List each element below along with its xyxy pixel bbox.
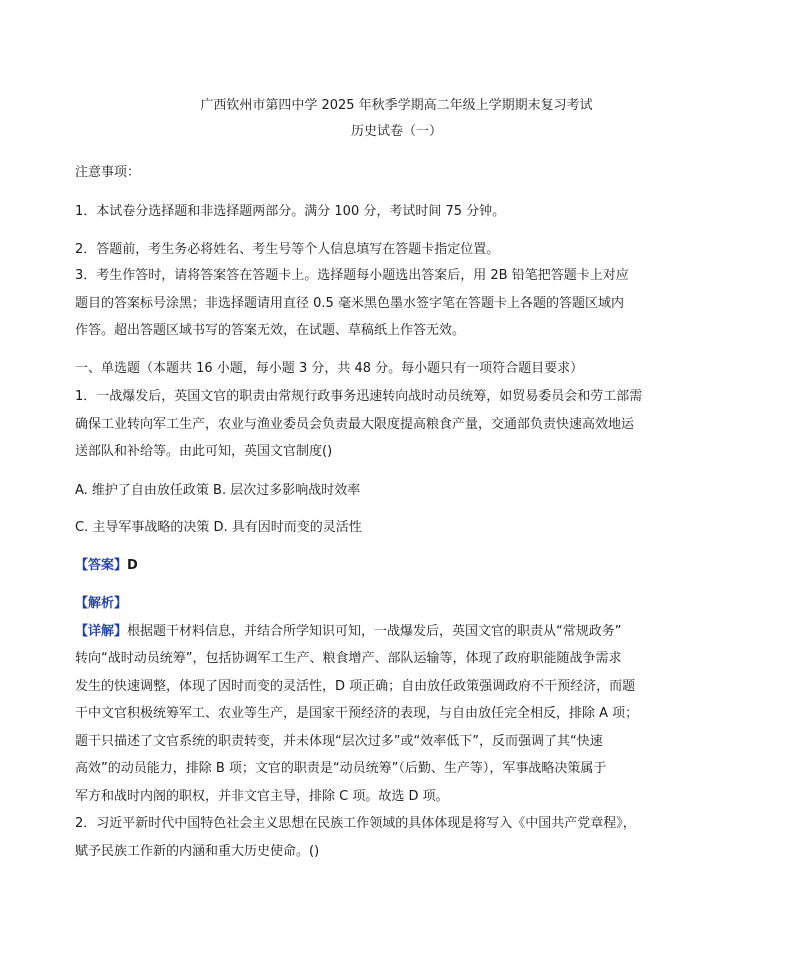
question-1-options-ab: A. 维护了自由放任政策 B. 层次过多影响战时效率 bbox=[75, 483, 361, 498]
question-2-line-2: 赋予民族工作新的内涵和重大历史使命。() bbox=[75, 844, 320, 859]
question-1-line-1: 1．一战爆发后，英国文官的职责由常规行政事务迅速转向战时动员统筹，如贸易委员会和劳工部需 bbox=[75, 389, 643, 404]
answer-row bbox=[75, 558, 138, 574]
analysis-label: 【解析】 bbox=[75, 596, 128, 611]
notice-item-3-line-2: 题目的答案标号涂黑；非选择题请用直径 0.5 毫米黑色墨水签字笔在答题卡上各题的答题区域内 bbox=[75, 296, 624, 311]
question-2-line-1: 2．习近平新时代中国特色社会主义思想在民族工作领域的具体体现是将写入《中国共产党章程》， bbox=[75, 816, 636, 831]
notice-heading: 注意事项： bbox=[75, 165, 141, 180]
answer-label: 【答案】 bbox=[75, 558, 128, 573]
detail-line-1 bbox=[75, 624, 622, 640]
detail-line-5: 题干只描述了文官系统的职责转变，并未体现“层次过多”或“效率低下”，反而强调了其“快速 bbox=[75, 734, 603, 749]
question-1-options-cd: C. 主导军事战略的决策 D. 具有因时而变的灵活性 bbox=[75, 520, 362, 535]
notice-item-3-line-1: 3．考生作答时，请将答案答在答题卡上。选择题每小题选出答案后，用 2B 铅笔把答题卡上对应 bbox=[75, 268, 629, 283]
detail-line-4: 干中文官积极统筹军工、农业等生产，是国家干预经济的表现，与自由放任完全相反，排除 A 项； bbox=[75, 706, 639, 721]
exam-subtitle: 历史试卷（一） bbox=[350, 124, 442, 139]
section-heading: 一、单选题（本题共 16 小题，每小题 3 分，共 48 分。每小题只有一项符合题目要求） bbox=[75, 361, 584, 376]
detail-line-2: 转向“战时动员统筹”，包括协调军工生产、粮食增产、部队运输等，体现了政府职能随战争需求 bbox=[75, 651, 622, 666]
question-1-line-3: 送部队和补给等。由此可知，英国文官制度() bbox=[75, 444, 333, 459]
question-1-line-2: 确保工业转向军工生产，农业与渔业委员会负责最大限度提高粮食产量，交通部负责快速高效地运 bbox=[75, 417, 635, 432]
detail-line-3: 发生的快速调整，体现了因时而变的灵活性，D 项正确；自由放任政策强调政府不干预经济，而题 bbox=[75, 679, 636, 694]
detail-line-6: 高效”的动员能力，排除 B 项；文官的职责是“动员统筹”（后勤、生产等），军事战略决策属于 bbox=[75, 761, 607, 776]
detail-line-7: 军方和战时内阁的职权，并非文官主导，排除 C 项。故选 D 项。 bbox=[75, 789, 449, 804]
answer-value: D bbox=[127, 558, 138, 573]
detail-text-1: 根据题干材料信息，并结合所学知识可知，一战爆发后，英国文官的职责从“常规政务” bbox=[127, 624, 622, 639]
notice-item-1: 1．本试卷分选择题和非选择题两部分。满分 100 分，考试时间 75 分钟。 bbox=[75, 204, 506, 219]
notice-item-3-line-3: 作答。超出答题区域书写的答案无效，在试题、草稿纸上作答无效。 bbox=[75, 323, 466, 338]
detail-label: 【详解】 bbox=[75, 624, 128, 639]
exam-title: 广西钦州市第四中学 2025 年秋季学期高二年级上学期期末复习考试 bbox=[200, 98, 593, 113]
notice-item-2: 2．答题前，考生务必将姓名、考生号等个人信息填写在答题卡指定位置。 bbox=[75, 242, 500, 257]
